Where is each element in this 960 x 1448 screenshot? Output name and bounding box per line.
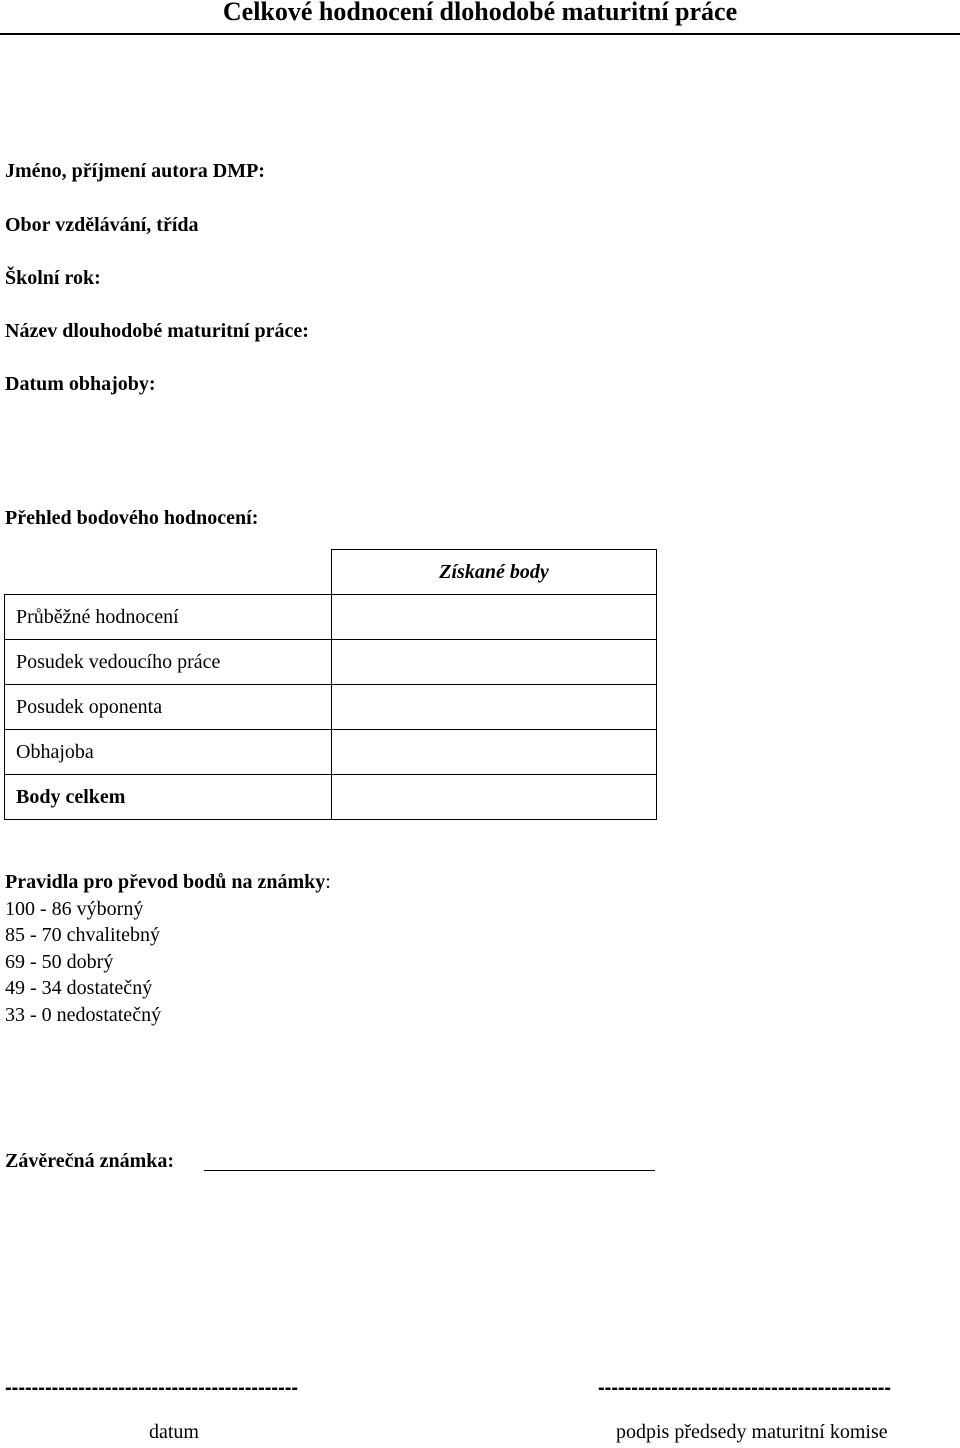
grading-rules-heading-text: Pravidla pro převod bodů na známky bbox=[5, 871, 326, 893]
table-row bbox=[5, 640, 657, 685]
table-row bbox=[5, 685, 657, 730]
row-label-defense: Obhajoba bbox=[5, 730, 332, 775]
points-table-header-row bbox=[5, 550, 657, 595]
date-caption: datum bbox=[149, 1421, 199, 1443]
grading-rules-heading-colon: : bbox=[325, 871, 331, 893]
document-title: Celkové hodnocení dlohodobé maturitní práce bbox=[222, 0, 738, 26]
grading-rules bbox=[5, 869, 331, 1029]
points-table bbox=[4, 549, 657, 820]
row-label-total: Body celkem bbox=[5, 775, 332, 820]
title-underline bbox=[0, 33, 960, 35]
defense-date-label: Datum obhajoby: bbox=[5, 373, 156, 395]
grading-rules-heading bbox=[5, 869, 331, 896]
grade-rule-item: 49 - 34 dostatečný bbox=[5, 977, 153, 1000]
grade-rule-item: 69 - 50 dobrý bbox=[5, 950, 114, 973]
final-grade-label: Závěrečná známka: bbox=[5, 1150, 175, 1172]
grade-rule-item: 85 - 70 chvalitebný bbox=[5, 924, 160, 947]
table-row bbox=[5, 775, 657, 820]
points-table-header: Získané body bbox=[332, 550, 657, 595]
date-signature-line: -------------------------------------------- bbox=[5, 1377, 299, 1399]
points-table-header-blank bbox=[5, 550, 332, 595]
table-row bbox=[5, 730, 657, 775]
author-field-label: Jméno, příjmení autora DMP: bbox=[5, 160, 265, 182]
row-value-opponent[interactable] bbox=[332, 685, 657, 730]
thesis-title-label: Název dlouhodobé maturitní práce: bbox=[5, 320, 309, 342]
chair-signature-line: -------------------------------------------- bbox=[598, 1377, 892, 1399]
row-value-continuous[interactable] bbox=[332, 595, 657, 640]
points-overview-label: Přehled bodového hodnocení: bbox=[5, 507, 259, 529]
field-class-label: Obor vzdělávání, třída bbox=[5, 214, 199, 236]
school-year-label: Školní rok: bbox=[5, 267, 101, 289]
row-value-supervisor[interactable] bbox=[332, 640, 657, 685]
row-label-opponent: Posudek oponenta bbox=[5, 685, 332, 730]
grade-rule-item: 100 - 86 výborný bbox=[5, 897, 144, 920]
table-row bbox=[5, 595, 657, 640]
row-value-total[interactable] bbox=[332, 775, 657, 820]
grade-rule-item: 33 - 0 nedostatečný bbox=[5, 1003, 162, 1026]
row-label-continuous: Průběžné hodnocení bbox=[5, 595, 332, 640]
chair-signature-caption: podpis předsedy maturitní komise bbox=[616, 1421, 888, 1443]
row-label-supervisor: Posudek vedoucího práce bbox=[5, 640, 332, 685]
final-grade-line[interactable] bbox=[204, 1170, 655, 1171]
row-value-defense[interactable] bbox=[332, 730, 657, 775]
